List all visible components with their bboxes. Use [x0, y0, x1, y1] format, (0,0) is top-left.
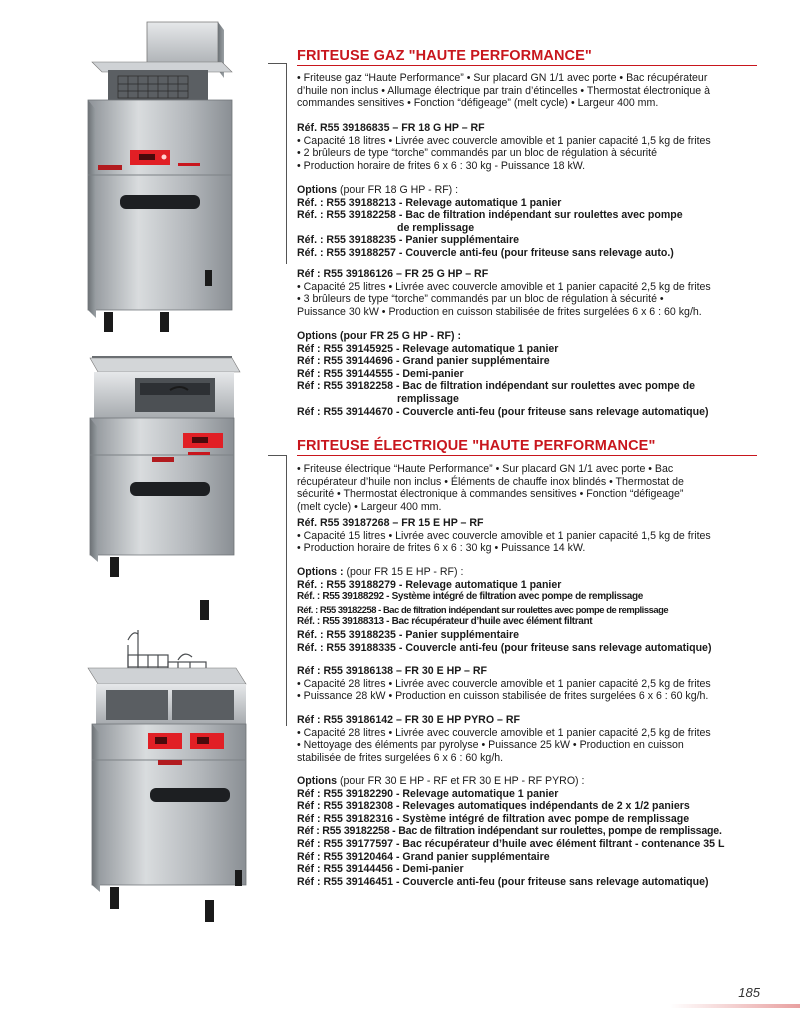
elec-model-fr30-pyro: [297, 714, 757, 764]
option-item: Réf. : R55 39188235 - Panier supplémentaire: [297, 234, 519, 247]
model-ref: Réf. R55 39187268 – FR 15 E HP – RF: [297, 517, 484, 529]
leader-line-elec: [268, 455, 287, 726]
fryer-illustrations: [0, 0, 290, 1008]
model-spec-line: • Capacité 15 litres • Livrée avec couvercle amovible et 1 panier capacité 1,5 kg de frites: [297, 529, 711, 542]
gas-intro-line: • Friteuse gaz “Haute Performance” • Sur placard GN 1/1 avec porte • Bac récupérateur: [297, 72, 708, 84]
model-ref: Réf. R55 39186835 – FR 18 G HP – RF: [297, 122, 485, 134]
elec-options-fr15: [297, 566, 757, 654]
model-spec-line: stabilisée de frites surgelées 6 x 6 : 60 kg/h.: [297, 751, 504, 764]
gas-fryer-image: [88, 22, 232, 332]
elec-intro-line: • Friteuse électrique “Haute Performance” • Sur placard GN 1/1 avec porte • Bac: [297, 463, 674, 475]
model-spec-line: • Capacité 28 litres • Livrée avec couvercle amovible et 1 panier capacité 2,5 kg de frites: [297, 677, 711, 690]
model-ref: Réf : R55 39186138 – FR 30 E HP – RF: [297, 665, 487, 677]
elec-model-fr30: [297, 665, 757, 703]
option-item: Réf : R55 39182258 - Bac de filtration indépendant sur roulettes avec pompe de: [297, 380, 695, 393]
option-item: Réf. : R55 39188313 - Bac récupérateur d’huile avec élément filtrant: [297, 616, 593, 628]
option-item: Réf. : R55 39182258 - Bac de filtration indépendant sur roulettes avec pompe de remplissage: [297, 603, 669, 615]
page-number: 185: [738, 985, 760, 1000]
option-item: Réf. : R55 39182258 - Bac de filtration indépendant sur roulettes avec pompe: [297, 209, 683, 222]
option-item: Réf. : R55 39188235 - Panier supplémentaire: [297, 628, 519, 641]
option-item: Réf : R55 39182258 - Bac de filtration indépendant sur roulettes, pompe de remplissage.: [297, 825, 722, 838]
option-item-cont: de remplissage: [397, 221, 475, 234]
model-spec-line: • Capacité 25 litres • Livrée avec couvercle amovible et 1 panier capacité 2,5 kg de frites: [297, 280, 711, 293]
model-spec-line: • Capacité 18 litres • Livrée avec couvercle amovible et 1 panier capacité 1,5 kg de frites: [297, 134, 711, 147]
leader-line-gas: [268, 63, 287, 264]
option-item-cont: remplissage: [397, 392, 459, 405]
page-footer-bar: [670, 1004, 800, 1008]
option-item: Réf. : R55 39188257 - Couvercle anti-feu (pour friteuse sans relevage auto.): [297, 246, 674, 259]
gas-options-fr25: [297, 330, 757, 418]
option-item: Réf. : R55 39188279 - Relevage automatique 1 panier: [297, 578, 562, 591]
gas-intro-line: commandes sensitives • Fonction “défigeage” (melt cycle) • Largeur 400 mm.: [297, 97, 659, 110]
gas-model-fr18: [297, 122, 757, 172]
option-item: Réf : R55 39182316 - Système intégré de filtration avec pompe de remplissage: [297, 812, 690, 825]
model-spec-line: • Production horaire de frites 6 x 6 : 30 kg - Puissance 18 kW.: [297, 159, 586, 172]
option-item: Réf : R55 39144456 - Demi-panier: [297, 863, 464, 876]
model-spec-line: • Capacité 28 litres • Livrée avec couvercle amovible et 1 panier capacité 2,5 kg de frites: [297, 726, 711, 739]
options-heading-label: Options: [297, 184, 338, 196]
options-heading-scope: (pour FR 30 E HP - RF et FR 30 E HP - RF PYRO) :: [337, 775, 585, 787]
option-item: Réf : R55 39145925 - Relevage automatique 1 panier: [297, 342, 559, 355]
options-heading-label: Options :: [297, 566, 344, 578]
gas-fryer-large-image: [90, 356, 240, 620]
model-spec-line: • 2 brûleurs de type “torche” commandés par un bloc de régulation à sécurité: [297, 147, 657, 160]
option-item: Réf : R55 39144670 - Couvercle anti-feu (pour friteuse sans relevage automatique): [297, 405, 709, 418]
model-spec-line: • Nettoyage des éléments par pyrolyse • Puissance 25 kW • Production en cuisson: [297, 739, 684, 752]
option-item: Réf : R55 39120464 - Grand panier supplémentaire: [297, 850, 550, 863]
option-item: Réf : R55 39177597 - Bac récupérateur d’huile avec élément filtrant - contenance 35 L: [297, 837, 725, 850]
option-item: Réf : R55 39146451 - Couvercle anti-feu (pour friteuse sans relevage automatique): [297, 875, 709, 888]
options-heading: [297, 566, 757, 579]
options-heading: [297, 775, 757, 788]
elec-intro-line: (melt cycle) • Largeur 400 mm.: [297, 500, 442, 513]
gas-intro-line: d’huile non inclus • Allumage électrique par train d’étincelles • Thermostat électronique à: [297, 84, 710, 97]
model-spec-line: • Puissance 28 kW • Production en cuisson stabilisée de frites surgelées 6 x 6 : 60 kg/h.: [297, 690, 709, 703]
section-title-elec: FRITEUSE ÉLECTRIQUE "HAUTE PERFORMANCE": [297, 440, 757, 456]
options-heading-scope: (pour FR 18 G HP - RF) :: [337, 184, 459, 196]
model-spec-line: • Production horaire de frites 6 x 6 : 30 kg • Puissance 14 kW.: [297, 542, 586, 555]
model-ref: Réf : R55 39186142 – FR 30 E HP PYRO – RF: [297, 714, 520, 726]
gas-intro: [297, 72, 757, 110]
elec-intro: [297, 463, 757, 513]
elec-intro-line: récupérateur d’huile non inclus • Éléments de chauffe inox blindés • Thermostat de: [297, 475, 684, 488]
options-heading: [297, 184, 757, 197]
options-heading: Options (pour FR 25 G HP - RF) :: [297, 330, 462, 342]
gas-options-fr18: [297, 184, 757, 260]
option-item: Réf : R55 39144555 - Demi-panier: [297, 367, 464, 380]
option-item: Réf. : R55 39188213 - Relevage automatique 1 panier: [297, 196, 562, 209]
section-title-gas: FRITEUSE GAZ "HAUTE PERFORMANCE": [297, 50, 757, 66]
elec-intro-line: sécurité • Thermostat électronique à commandes sensitives • Fonction “défigeage”: [297, 488, 684, 501]
option-item: Réf : R55 39182290 - Relevage automatique 1 panier: [297, 787, 559, 800]
options-heading-scope: (pour FR 15 E HP - RF) :: [343, 566, 464, 578]
model-ref: Réf : R55 39186126 – FR 25 G HP – RF: [297, 268, 489, 280]
elec-model-fr15: [297, 517, 757, 555]
option-item: Réf. : R55 39188292 - Système intégré de filtration avec pompe de remplissage: [297, 591, 643, 603]
model-spec-line: Puissance 30 kW • Production en cuisson stabilisée de frites surgelées 6 x 6 : 60 kg/h.: [297, 305, 702, 318]
model-spec-line: • 3 brûleurs de type “torche” commandés par un bloc de régulation à sécurité •: [297, 293, 664, 306]
option-item: Réf : R55 39144696 - Grand panier supplémentaire: [297, 355, 550, 368]
product-images: [0, 0, 290, 1008]
electric-fryer-image: [88, 630, 246, 922]
gas-model-fr25: [297, 268, 757, 318]
options-heading-label: Options: [297, 775, 338, 787]
elec-options-fr30: [297, 775, 757, 888]
option-item: Réf. : R55 39188335 - Couvercle anti-feu (pour friteuse sans relevage automatique): [297, 641, 712, 654]
option-item: Réf : R55 39182308 - Relevages automatiques indépendants de 2 x 1/2 paniers: [297, 800, 690, 813]
